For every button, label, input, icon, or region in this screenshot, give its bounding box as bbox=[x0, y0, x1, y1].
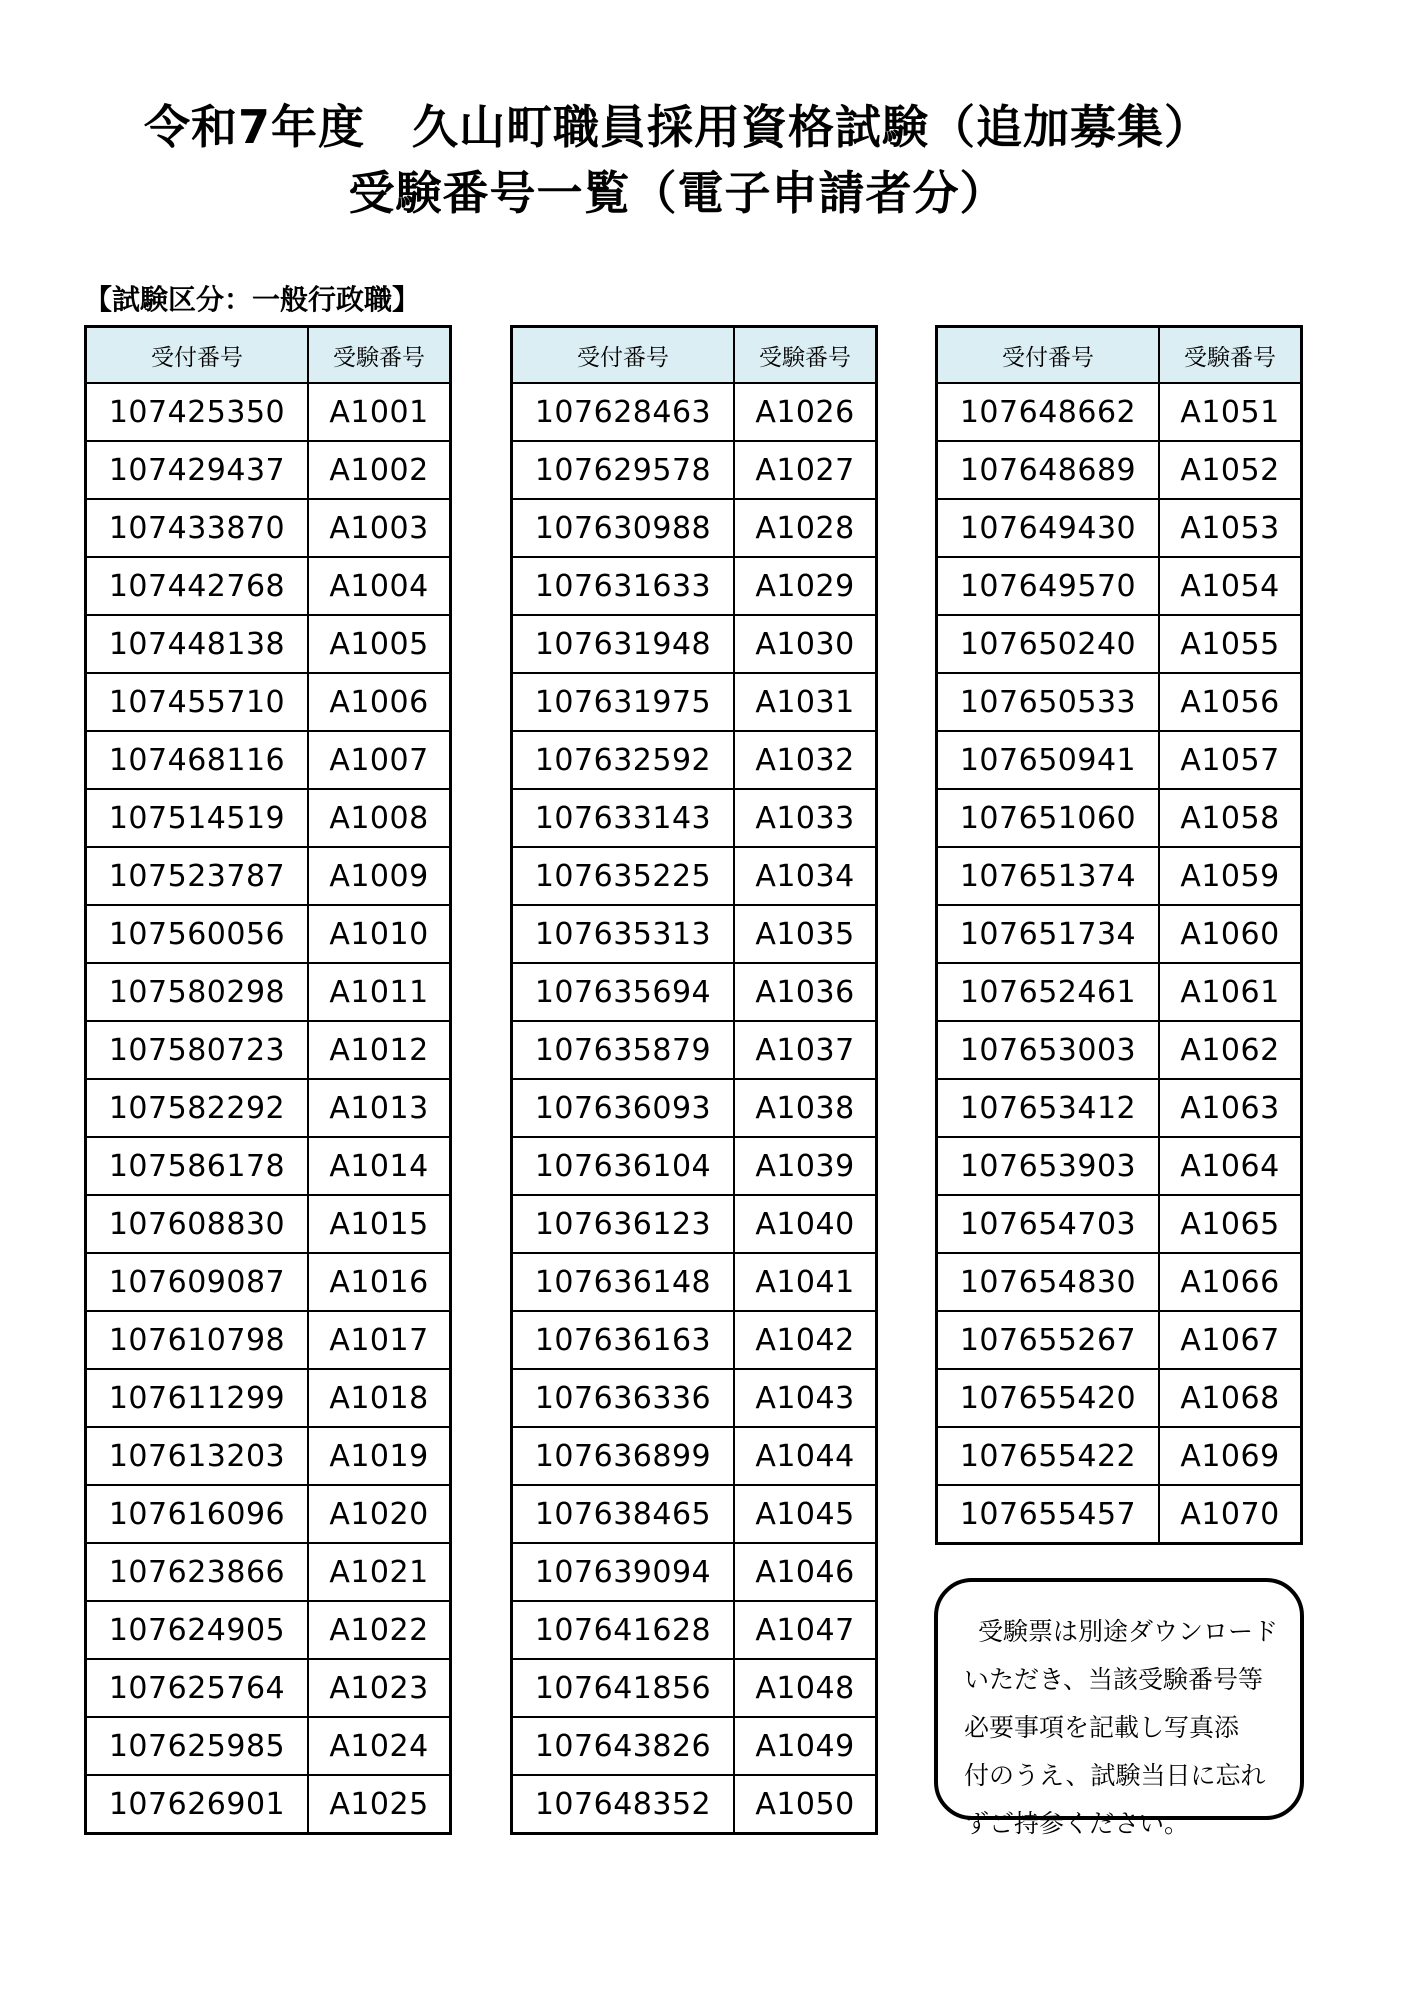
exam-number-cell: A1057 bbox=[1159, 731, 1302, 789]
receipt-number-cell: 107425350 bbox=[86, 383, 309, 441]
exam-number-cell: A1028 bbox=[734, 499, 877, 557]
receipt-number-cell: 107654703 bbox=[937, 1195, 1160, 1253]
receipt-number-cell: 107650240 bbox=[937, 615, 1160, 673]
exam-number-cell: A1031 bbox=[734, 673, 877, 731]
exam-number-cell: A1048 bbox=[734, 1659, 877, 1717]
exam-number-cell: A1065 bbox=[1159, 1195, 1302, 1253]
exam-number-cell: A1050 bbox=[734, 1775, 877, 1834]
table-row bbox=[512, 789, 877, 847]
document-title-line1: 令和7年度 久山町職員採用資格試験（追加募集） bbox=[143, 100, 1211, 154]
table-row bbox=[86, 1717, 451, 1775]
receipt-number-cell: 107633143 bbox=[512, 789, 735, 847]
receipt-number-cell: 107625985 bbox=[86, 1717, 309, 1775]
table-row bbox=[512, 1601, 877, 1659]
table-row bbox=[86, 441, 451, 499]
receipt-number-cell: 107448138 bbox=[86, 615, 309, 673]
table-row bbox=[86, 847, 451, 905]
table-row bbox=[512, 557, 877, 615]
exam-number-cell: A1053 bbox=[1159, 499, 1302, 557]
receipt-number-cell: 107608830 bbox=[86, 1195, 309, 1253]
receipt-number-cell: 107651734 bbox=[937, 905, 1160, 963]
receipt-number-cell: 107523787 bbox=[86, 847, 309, 905]
exam-number-cell: A1029 bbox=[734, 557, 877, 615]
exam-number-cell: A1064 bbox=[1159, 1137, 1302, 1195]
receipt-number-cell: 107429437 bbox=[86, 441, 309, 499]
table-row bbox=[86, 499, 451, 557]
exam-number-cell: A1052 bbox=[1159, 441, 1302, 499]
table-row bbox=[86, 615, 451, 673]
receipt-number-cell: 107653412 bbox=[937, 1079, 1160, 1137]
table-row bbox=[512, 731, 877, 789]
receipt-number-cell: 107653903 bbox=[937, 1137, 1160, 1195]
exam-number-cell: A1005 bbox=[308, 615, 451, 673]
table-row bbox=[86, 1369, 451, 1427]
table-row bbox=[86, 1601, 451, 1659]
table-row bbox=[937, 847, 1302, 905]
table-row bbox=[937, 383, 1302, 441]
receipt-number-cell: 107636899 bbox=[512, 1427, 735, 1485]
table-row bbox=[86, 1079, 451, 1137]
exam-number-cell: A1043 bbox=[734, 1369, 877, 1427]
exam-number-cell: A1051 bbox=[1159, 383, 1302, 441]
exam-number-cell: A1037 bbox=[734, 1021, 877, 1079]
receipt-number-cell: 107455710 bbox=[86, 673, 309, 731]
table-row bbox=[512, 1427, 877, 1485]
exam-number-cell: A1026 bbox=[734, 383, 877, 441]
table-row bbox=[86, 1311, 451, 1369]
receipt-number-cell: 107560056 bbox=[86, 905, 309, 963]
exam-number-cell: A1027 bbox=[734, 441, 877, 499]
receipt-number-cell: 107623866 bbox=[86, 1543, 309, 1601]
exam-number-cell: A1047 bbox=[734, 1601, 877, 1659]
table-row bbox=[86, 1195, 451, 1253]
table-header-row bbox=[937, 327, 1302, 384]
table-row bbox=[86, 1775, 451, 1834]
receipt-number-cell: 107624905 bbox=[86, 1601, 309, 1659]
exam-number-cell: A1040 bbox=[734, 1195, 877, 1253]
receipt-number-cell: 107630988 bbox=[512, 499, 735, 557]
table-row bbox=[937, 789, 1302, 847]
table-row bbox=[86, 905, 451, 963]
receipt-number-cell: 107636123 bbox=[512, 1195, 735, 1253]
table-row bbox=[512, 1659, 877, 1717]
table-row bbox=[512, 441, 877, 499]
number-table-1 bbox=[84, 325, 452, 1835]
note-line: 受験票は別途ダウンロード bbox=[978, 1617, 1279, 1646]
exam-number-cell: A1017 bbox=[308, 1311, 451, 1369]
exam-number-cell: A1033 bbox=[734, 789, 877, 847]
receipt-number-cell: 107629578 bbox=[512, 441, 735, 499]
table-row bbox=[86, 1427, 451, 1485]
exam-number-cell: A1013 bbox=[308, 1079, 451, 1137]
receipt-number-cell: 107631948 bbox=[512, 615, 735, 673]
table-row bbox=[937, 1079, 1302, 1137]
header-exam-number: 受験番号 bbox=[1159, 327, 1302, 384]
exam-number-cell: A1015 bbox=[308, 1195, 451, 1253]
table-row bbox=[512, 383, 877, 441]
table-row bbox=[86, 1137, 451, 1195]
receipt-number-cell: 107611299 bbox=[86, 1369, 309, 1427]
table-row bbox=[86, 557, 451, 615]
receipt-number-cell: 107616096 bbox=[86, 1485, 309, 1543]
exam-number-cell: A1006 bbox=[308, 673, 451, 731]
exam-number-cell: A1062 bbox=[1159, 1021, 1302, 1079]
instruction-note-box bbox=[934, 1578, 1304, 1838]
exam-number-cell: A1054 bbox=[1159, 557, 1302, 615]
table-row bbox=[512, 1775, 877, 1834]
table-row bbox=[512, 615, 877, 673]
header-receipt-number: 受付番号 bbox=[937, 327, 1160, 384]
table-row bbox=[512, 1485, 877, 1543]
receipt-number-cell: 107643826 bbox=[512, 1717, 735, 1775]
receipt-number-cell: 107635879 bbox=[512, 1021, 735, 1079]
table-row bbox=[86, 1021, 451, 1079]
exam-number-cell: A1023 bbox=[308, 1659, 451, 1717]
exam-category-label: 【試験区分：一般行政職】 bbox=[84, 283, 421, 316]
table-row bbox=[86, 1485, 451, 1543]
exam-number-cell: A1010 bbox=[308, 905, 451, 963]
table-header-row bbox=[86, 327, 451, 384]
exam-number-cell: A1042 bbox=[734, 1311, 877, 1369]
receipt-number-cell: 107641856 bbox=[512, 1659, 735, 1717]
exam-number-cell: A1014 bbox=[308, 1137, 451, 1195]
exam-number-cell: A1021 bbox=[308, 1543, 451, 1601]
receipt-number-cell: 107641628 bbox=[512, 1601, 735, 1659]
exam-number-cell: A1016 bbox=[308, 1253, 451, 1311]
exam-number-cell: A1009 bbox=[308, 847, 451, 905]
receipt-number-cell: 107651374 bbox=[937, 847, 1160, 905]
table-row bbox=[86, 1659, 451, 1717]
table-row bbox=[512, 1079, 877, 1137]
exam-number-cell: A1025 bbox=[308, 1775, 451, 1834]
receipt-number-cell: 107655267 bbox=[937, 1311, 1160, 1369]
receipt-number-cell: 107626901 bbox=[86, 1775, 309, 1834]
table-row bbox=[937, 963, 1302, 1021]
exam-number-cell: A1032 bbox=[734, 731, 877, 789]
table-row bbox=[512, 1543, 877, 1601]
receipt-number-cell: 107468116 bbox=[86, 731, 309, 789]
exam-number-cell: A1056 bbox=[1159, 673, 1302, 731]
receipt-number-cell: 107653003 bbox=[937, 1021, 1160, 1079]
exam-number-cell: A1008 bbox=[308, 789, 451, 847]
receipt-number-cell: 107651060 bbox=[937, 789, 1160, 847]
receipt-number-cell: 107635313 bbox=[512, 905, 735, 963]
receipt-number-cell: 107638465 bbox=[512, 1485, 735, 1543]
exam-number-cell: A1001 bbox=[308, 383, 451, 441]
receipt-number-cell: 107636336 bbox=[512, 1369, 735, 1427]
receipt-number-cell: 107649570 bbox=[937, 557, 1160, 615]
receipt-number-cell: 107582292 bbox=[86, 1079, 309, 1137]
receipt-number-cell: 107648662 bbox=[937, 383, 1160, 441]
receipt-number-cell: 107652461 bbox=[937, 963, 1160, 1021]
exam-number-cell: A1030 bbox=[734, 615, 877, 673]
table-row bbox=[937, 615, 1302, 673]
exam-number-cell: A1024 bbox=[308, 1717, 451, 1775]
receipt-number-cell: 107654830 bbox=[937, 1253, 1160, 1311]
exam-number-cell: A1060 bbox=[1159, 905, 1302, 963]
receipt-number-cell: 107613203 bbox=[86, 1427, 309, 1485]
exam-number-cell: A1038 bbox=[734, 1079, 877, 1137]
exam-number-cell: A1045 bbox=[734, 1485, 877, 1543]
note-line: いただき、当該受験番号等 bbox=[964, 1665, 1264, 1694]
table-row bbox=[937, 905, 1302, 963]
exam-number-cell: A1018 bbox=[308, 1369, 451, 1427]
table-row bbox=[86, 1253, 451, 1311]
exam-number-cell: A1019 bbox=[308, 1427, 451, 1485]
table-row bbox=[512, 1253, 877, 1311]
receipt-number-cell: 107631975 bbox=[512, 673, 735, 731]
table-row bbox=[937, 1485, 1302, 1544]
table-row bbox=[512, 1137, 877, 1195]
exam-number-cell: A1055 bbox=[1159, 615, 1302, 673]
receipt-number-cell: 107636093 bbox=[512, 1079, 735, 1137]
table-row bbox=[937, 1021, 1302, 1079]
exam-number-cell: A1041 bbox=[734, 1253, 877, 1311]
receipt-number-cell: 107655457 bbox=[937, 1485, 1160, 1544]
table-row bbox=[937, 499, 1302, 557]
exam-number-cell: A1039 bbox=[734, 1137, 877, 1195]
receipt-number-cell: 107442768 bbox=[86, 557, 309, 615]
exam-number-cell: A1046 bbox=[734, 1543, 877, 1601]
receipt-number-cell: 107648689 bbox=[937, 441, 1160, 499]
receipt-number-cell: 107632592 bbox=[512, 731, 735, 789]
table-row bbox=[512, 1195, 877, 1253]
receipt-number-cell: 107580298 bbox=[86, 963, 309, 1021]
table-row bbox=[86, 731, 451, 789]
exam-number-cell: A1058 bbox=[1159, 789, 1302, 847]
table-row bbox=[937, 557, 1302, 615]
exam-number-cell: A1003 bbox=[308, 499, 451, 557]
table-row bbox=[512, 1021, 877, 1079]
table-row bbox=[937, 1369, 1302, 1427]
exam-number-cell: A1063 bbox=[1159, 1079, 1302, 1137]
number-table-3 bbox=[935, 325, 1303, 1545]
table-row bbox=[937, 1195, 1302, 1253]
table-header-row bbox=[512, 327, 877, 384]
receipt-number-cell: 107628463 bbox=[512, 383, 735, 441]
receipt-number-cell: 107649430 bbox=[937, 499, 1160, 557]
receipt-number-cell: 107636104 bbox=[512, 1137, 735, 1195]
receipt-number-cell: 107635225 bbox=[512, 847, 735, 905]
table-row bbox=[86, 673, 451, 731]
receipt-number-cell: 107648352 bbox=[512, 1775, 735, 1834]
table-row bbox=[512, 1717, 877, 1775]
table-row bbox=[512, 905, 877, 963]
table-row bbox=[937, 731, 1302, 789]
table-row bbox=[512, 963, 877, 1021]
header-exam-number: 受験番号 bbox=[734, 327, 877, 384]
exam-number-cell: A1034 bbox=[734, 847, 877, 905]
table-row bbox=[937, 1137, 1302, 1195]
receipt-number-cell: 107625764 bbox=[86, 1659, 309, 1717]
table-row bbox=[512, 847, 877, 905]
receipt-number-cell: 107514519 bbox=[86, 789, 309, 847]
exam-number-cell: A1036 bbox=[734, 963, 877, 1021]
table-row bbox=[512, 1311, 877, 1369]
document-title-line2: 受験番号一覧（電子申請者分） bbox=[348, 166, 1007, 220]
number-table-2 bbox=[510, 325, 878, 1835]
table-row bbox=[937, 1427, 1302, 1485]
table-row bbox=[86, 789, 451, 847]
table-row bbox=[512, 673, 877, 731]
note-line: 付のうえ、試験当日に忘れ bbox=[964, 1761, 1266, 1790]
receipt-number-cell: 107639094 bbox=[512, 1543, 735, 1601]
receipt-number-cell: 107586178 bbox=[86, 1137, 309, 1195]
table-row bbox=[86, 1543, 451, 1601]
exam-number-cell: A1007 bbox=[308, 731, 451, 789]
receipt-number-cell: 107433870 bbox=[86, 499, 309, 557]
table-row bbox=[512, 1369, 877, 1427]
exam-number-cell: A1012 bbox=[308, 1021, 451, 1079]
exam-number-cell: A1020 bbox=[308, 1485, 451, 1543]
receipt-number-cell: 107635694 bbox=[512, 963, 735, 1021]
note-line: ずご持参ください。 bbox=[964, 1809, 1190, 1838]
receipt-number-cell: 107580723 bbox=[86, 1021, 309, 1079]
exam-number-cell: A1022 bbox=[308, 1601, 451, 1659]
exam-number-cell: A1004 bbox=[308, 557, 451, 615]
exam-number-cell: A1068 bbox=[1159, 1369, 1302, 1427]
exam-number-cell: A1044 bbox=[734, 1427, 877, 1485]
receipt-number-cell: 107636148 bbox=[512, 1253, 735, 1311]
table-row bbox=[937, 441, 1302, 499]
exam-number-cell: A1049 bbox=[734, 1717, 877, 1775]
header-exam-number: 受験番号 bbox=[308, 327, 451, 384]
table-row bbox=[86, 383, 451, 441]
table-row bbox=[86, 963, 451, 1021]
exam-number-cell: A1035 bbox=[734, 905, 877, 963]
exam-number-cell: A1061 bbox=[1159, 963, 1302, 1021]
table-row bbox=[512, 499, 877, 557]
receipt-number-cell: 107610798 bbox=[86, 1311, 309, 1369]
receipt-number-cell: 107609087 bbox=[86, 1253, 309, 1311]
header-receipt-number: 受付番号 bbox=[86, 327, 309, 384]
exam-number-cell: A1011 bbox=[308, 963, 451, 1021]
exam-number-cell: A1070 bbox=[1159, 1485, 1302, 1544]
note-line: 必要事項を記載し写真添 bbox=[964, 1713, 1240, 1742]
receipt-number-cell: 107650941 bbox=[937, 731, 1160, 789]
receipt-number-cell: 107650533 bbox=[937, 673, 1160, 731]
exam-number-cell: A1069 bbox=[1159, 1427, 1302, 1485]
exam-number-cell: A1067 bbox=[1159, 1311, 1302, 1369]
exam-number-cell: A1002 bbox=[308, 441, 451, 499]
table-row bbox=[937, 673, 1302, 731]
receipt-number-cell: 107636163 bbox=[512, 1311, 735, 1369]
receipt-number-cell: 107631633 bbox=[512, 557, 735, 615]
table-row bbox=[937, 1253, 1302, 1311]
table-row bbox=[937, 1311, 1302, 1369]
header-receipt-number: 受付番号 bbox=[512, 327, 735, 384]
receipt-number-cell: 107655422 bbox=[937, 1427, 1160, 1485]
exam-number-cell: A1066 bbox=[1159, 1253, 1302, 1311]
receipt-number-cell: 107655420 bbox=[937, 1369, 1160, 1427]
exam-number-cell: A1059 bbox=[1159, 847, 1302, 905]
